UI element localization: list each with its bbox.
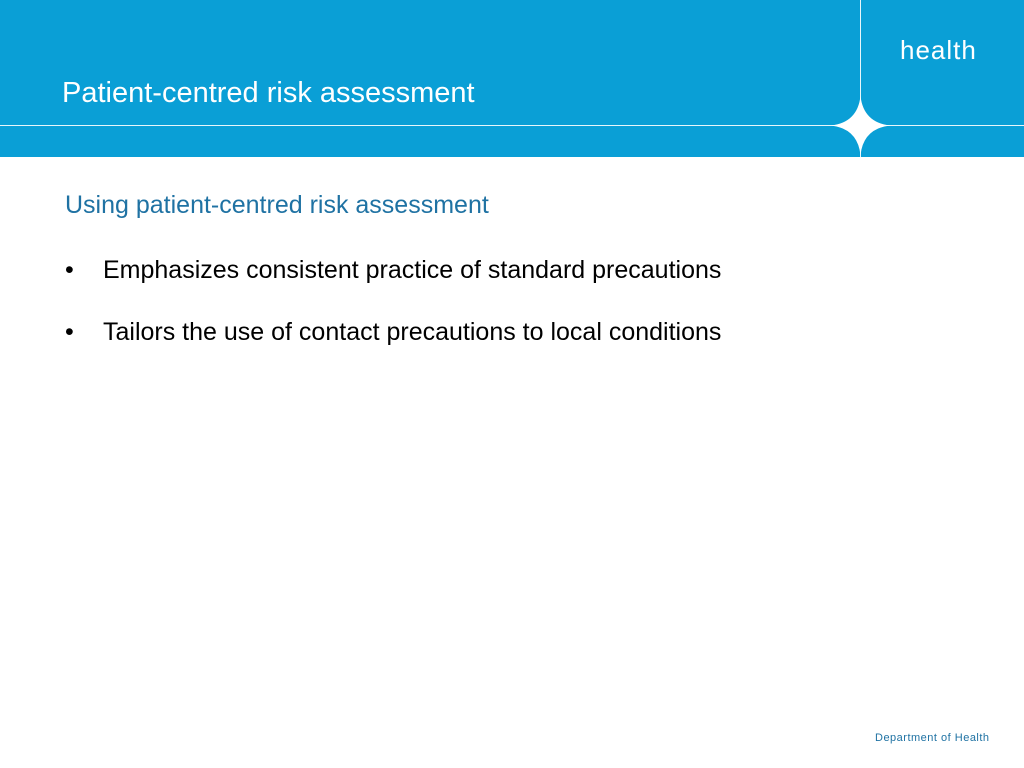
bullet-text: Tailors the use of contact precautions to local conditions: [103, 318, 722, 346]
star-icon: [831, 96, 890, 155]
bullet-icon: •: [65, 318, 74, 346]
list-item: [65, 252, 765, 289]
bullet-text: Emphasizes consistent practice of standard precautions: [103, 256, 722, 284]
section-heading: Using patient-centred risk assessment: [65, 191, 489, 219]
header-banner: [0, 0, 1024, 157]
brand-logo-text: health: [900, 35, 977, 65]
bullet-list: [65, 252, 765, 376]
list-item: [65, 314, 765, 351]
bullet-icon: •: [65, 256, 74, 284]
footer-logo-text: Department of Health: [875, 732, 990, 744]
page-title: Patient-centred risk assessment: [62, 77, 475, 109]
